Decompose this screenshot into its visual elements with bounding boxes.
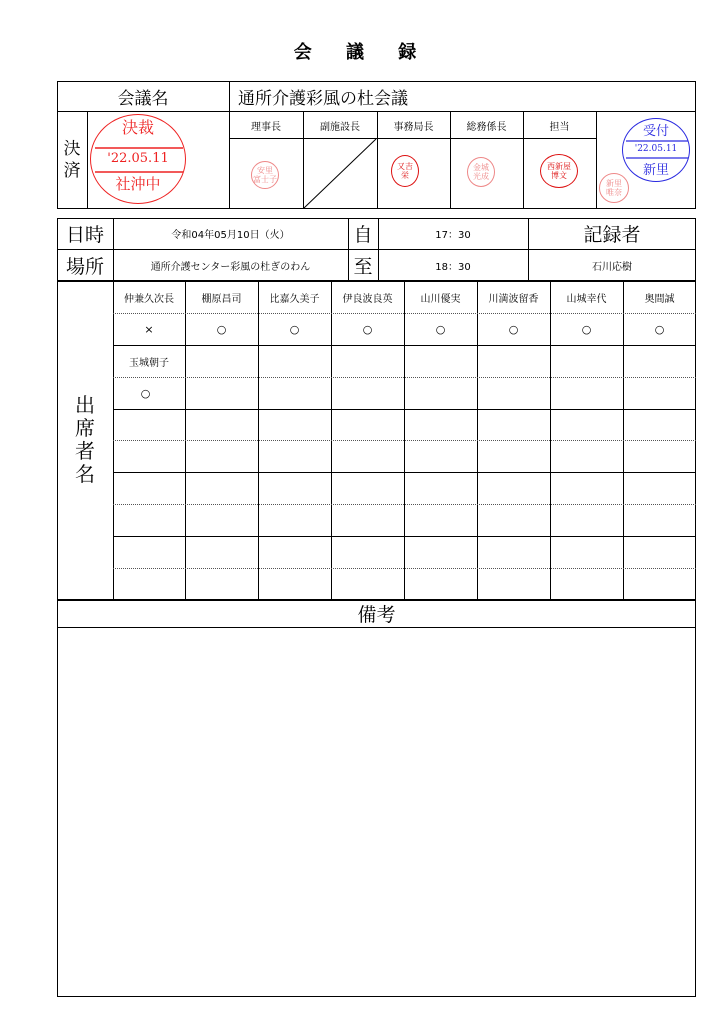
attendee-name: 山川優実 [420, 293, 461, 305]
attendance-mark: ○ [362, 322, 373, 336]
meeting-name-label: 会議名 [117, 89, 169, 109]
place-value: 通所介護センター彩風の杜ぎのわん [150, 261, 311, 273]
attendee-name: 棚原昌司 [201, 293, 242, 305]
role-secretariat-head: 事務局長 [393, 121, 434, 133]
from-label: 自 [353, 224, 373, 246]
received-stamp-top: 受付 [642, 123, 669, 139]
approval-label: 決済 [63, 139, 81, 181]
attendance-mark: ○ [435, 322, 446, 336]
seal-chairman: 安里 富士子 [251, 161, 279, 189]
decision-stamp-bottom: 社沖中 [115, 174, 161, 193]
attendee-name: 奥間誠 [644, 293, 675, 305]
notes-label: 備考 [357, 604, 396, 626]
seal-general-affairs: 金城 光成 [467, 157, 495, 187]
notes-box [57, 600, 696, 997]
role-general-affairs: 総務係長 [466, 121, 507, 133]
attendee-name: 仲兼久次長 [124, 293, 174, 305]
recorder-label: 記録者 [583, 224, 641, 246]
attendance-mark: ○ [140, 386, 151, 400]
date-value: 令和04年05月10日（火） [171, 230, 290, 241]
meeting-name-value: 通所介護彩風の杜会議 [238, 89, 408, 109]
received-stamp-date: '22.05.11 [634, 144, 678, 154]
role-chairman: 理事長 [251, 121, 281, 133]
decision-stamp-date: '22.05.11 [107, 150, 169, 166]
page-title: 会 議 録 [293, 42, 431, 63]
attendance-mark: ○ [216, 322, 227, 336]
attendance-mark: ○ [581, 322, 592, 336]
attendee-name: 比嘉久美子 [269, 293, 320, 305]
datetime-label: 日時 [65, 224, 104, 246]
attendance-mark: ○ [654, 322, 665, 336]
decision-stamp-top: 決裁 [121, 117, 154, 137]
received-stamp-bottom: 新里 [642, 162, 669, 178]
empty-cell-slash [303, 138, 377, 209]
role-deputy-director: 副施設長 [320, 121, 360, 133]
attendance-label: 出席者名 [75, 393, 95, 486]
attendee-name: 川満波留香 [488, 293, 539, 305]
seal-receiver: 新里 唯奈 [599, 173, 629, 203]
seal-secretariat: 又吉 栄 [391, 155, 419, 187]
attendee-name: 玉城朝子 [129, 357, 169, 369]
role-person-in-charge: 担当 [549, 121, 570, 133]
to-time: 18：30 [435, 261, 471, 273]
recorder-name: 石川応樹 [592, 261, 632, 273]
attendee-name: 伊良波良英 [342, 293, 393, 305]
from-time: 17：30 [435, 230, 471, 241]
attendance-mark: ○ [289, 322, 300, 336]
attendance-mark: ○ [508, 322, 519, 336]
place-label: 場所 [65, 255, 104, 278]
to-label: 至 [353, 255, 373, 278]
seal-person-in-charge: 西新屋 博文 [540, 154, 578, 188]
attendee-name: 山城幸代 [566, 293, 607, 305]
attendance-mark: × [144, 322, 154, 336]
